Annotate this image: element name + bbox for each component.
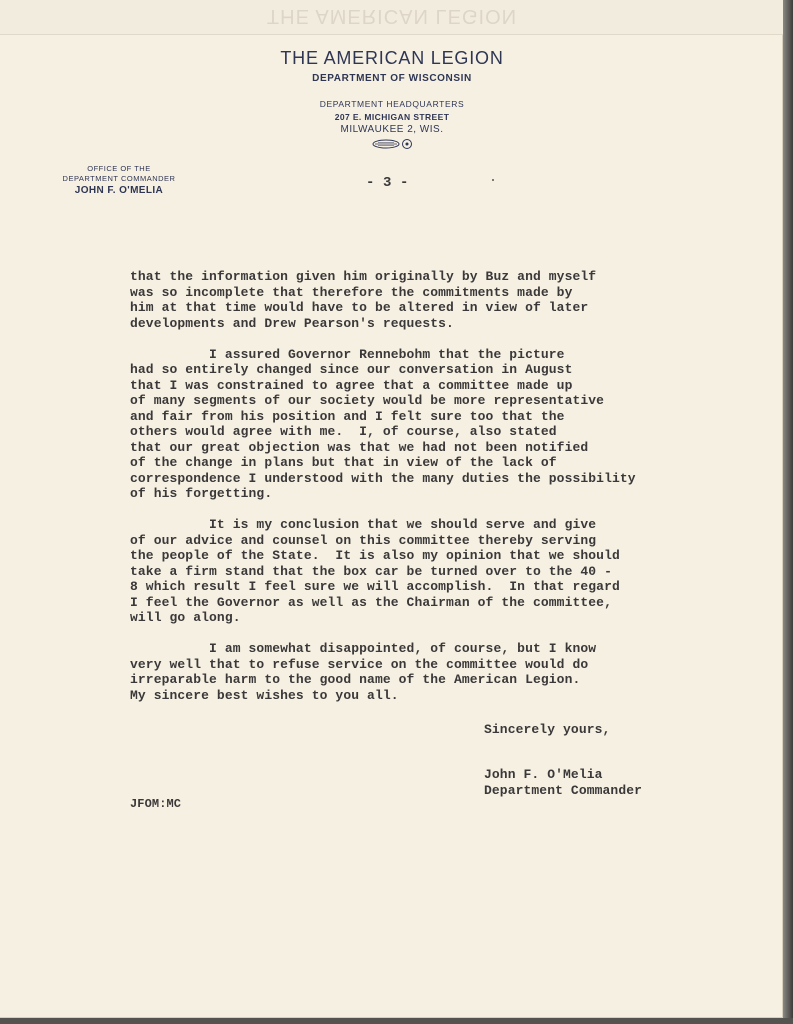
ink-speck [492,179,494,181]
closing: Sincerely yours, [484,722,611,737]
letterhead-headquarters: DEPARTMENT HEADQUARTERS [319,99,465,109]
signature-name: John F. O'Melia [484,767,603,782]
signature-title: Department Commander [484,783,643,798]
typist-initials: JFOM:MC [130,797,182,811]
union-label-icon [372,138,414,150]
letterhead-department: DEPARTMENT OF WISCONSIN [312,73,472,84]
folded-top-edge [0,0,784,35]
bottom-shadow [0,1018,793,1024]
binder-edge [783,0,793,1024]
show-through-letterhead: THE AMERICAN LEGION [266,5,518,27]
department-commander-label: DEPARTMENT COMMANDER [62,174,176,183]
commander-name: JOHN F. O'MELIA [74,185,164,196]
page-number: - 3 - [366,175,409,191]
letterhead-title: THE AMERICAN LEGION [280,48,504,68]
letterhead-street: 207 E. MICHIGAN STREET [334,112,450,122]
letter-body: that the information given him originally by Buz and myself was so incomplete that therefore the commitments made by him at that time would have to be altered in view of later developments and Drew Pearson's requests. I assured Governor Rennebohm that the picture had so entirely changed since our conversation in August that I was constrained to agree that a committee made up of many segments of our society would be more representative and fair from his position and I felt sure too that the others would agree with me. I, of course, also stated that our great objection was that we had not been notified of the change in plans but that in view of the lack of correspondence I understood with the many duties the possibility of his forgetting. It is my conclusion that we should serve and give of our advice and counsel on this committee thereby serving the people of the State. It is also my opinion that we should take a firm stand that the box car be turned over to the 40 - 8 which result I feel sure we will accomplish. In that regard I feel the Governor as well as the Chairman of the committee, will go along. I am somewhat disappointed, of course, but I know very well that to refuse service on the committee would do irreparable harm to the good name of the American Legion. My sincere best wishes to you all. [130,269,636,703]
letterhead-city: MILWAUKEE 2, WIS. [340,124,444,135]
office-of-the-label: OFFICE OF THE [87,164,151,173]
